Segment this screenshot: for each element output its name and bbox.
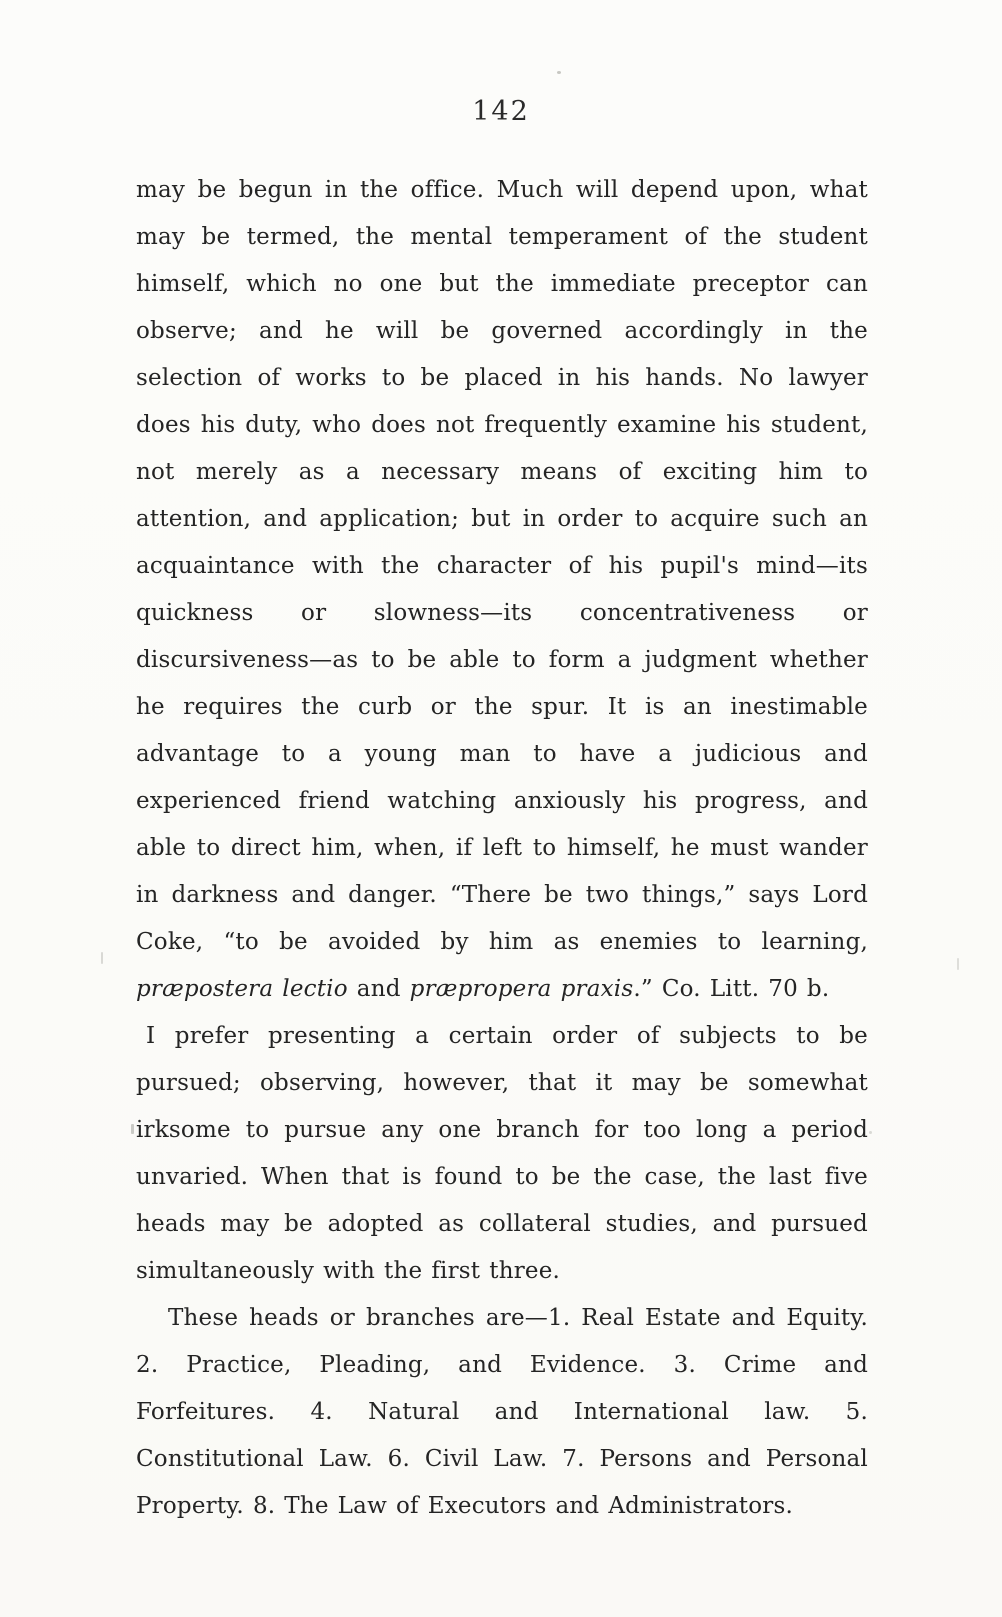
paragraph-1-text: may be begun in the office. Much will depend upon, what may be termed, the mental temperament of the student himself, which no one but the immediate preceptor can observe; and he will be governed accordingly in the selection of works to be placed in his hands. No lawyer does his duty, who does not frequently examine his student, not merely as a necessary means of exciting him to attention, and application; but in order to acquire such an acquaintance with the character of his pupil's mind—its quickness or slowness—its concentrativeness or discursiveness—as to be able to form a judgment whether he requires the curb or the spur. It is an inestimable advantage to a young man to have a judicious and experienced friend watching anxiously his progress, and able to direct him, when, if left to himself, he must wander in darkness and danger. “There be two things,” says Lord Coke, “to be avoided by him as enemies to learning, [136,177,868,955]
paragraph-3: These heads or branches are—1. Real Estate and Equity. 2. Practice, Pleading, and Evidence. 3. Crime and Forfeitures. 4. Natural and International law. 5. Constitutional Law. 6. Civil Law. 7. Persons and Personal Property. 8. The Law of Executors and Administrators. [136,1305,868,1519]
paragraph-1-italic-phrase: præpropera praxis [409,976,634,1002]
scan-artifact [957,958,959,970]
paragraph-2: I prefer presenting a certain order of subjects to be pursued; observing, however, that it may be somewhat irksome to pursue any one branch for too long a period unvaried. When that is found to be the case, the last five heads may be adopted as collateral studies, and pursued simultaneously with the first three. [136,1023,868,1284]
scan-artifact [101,952,103,964]
paragraph-1-italic-phrase: præpostera lectio [136,976,348,1002]
page-number: 142 [472,96,530,127]
paragraph-1 [136,167,868,1013]
scan-artifact [557,71,561,74]
scan-artifact [131,1124,134,1134]
paragraph-1-text: and [347,976,410,1002]
scan-artifact [869,1131,872,1134]
text-block [136,167,868,1530]
paragraph-1-text: .” Co. Litt. 70 b. [633,976,830,1002]
